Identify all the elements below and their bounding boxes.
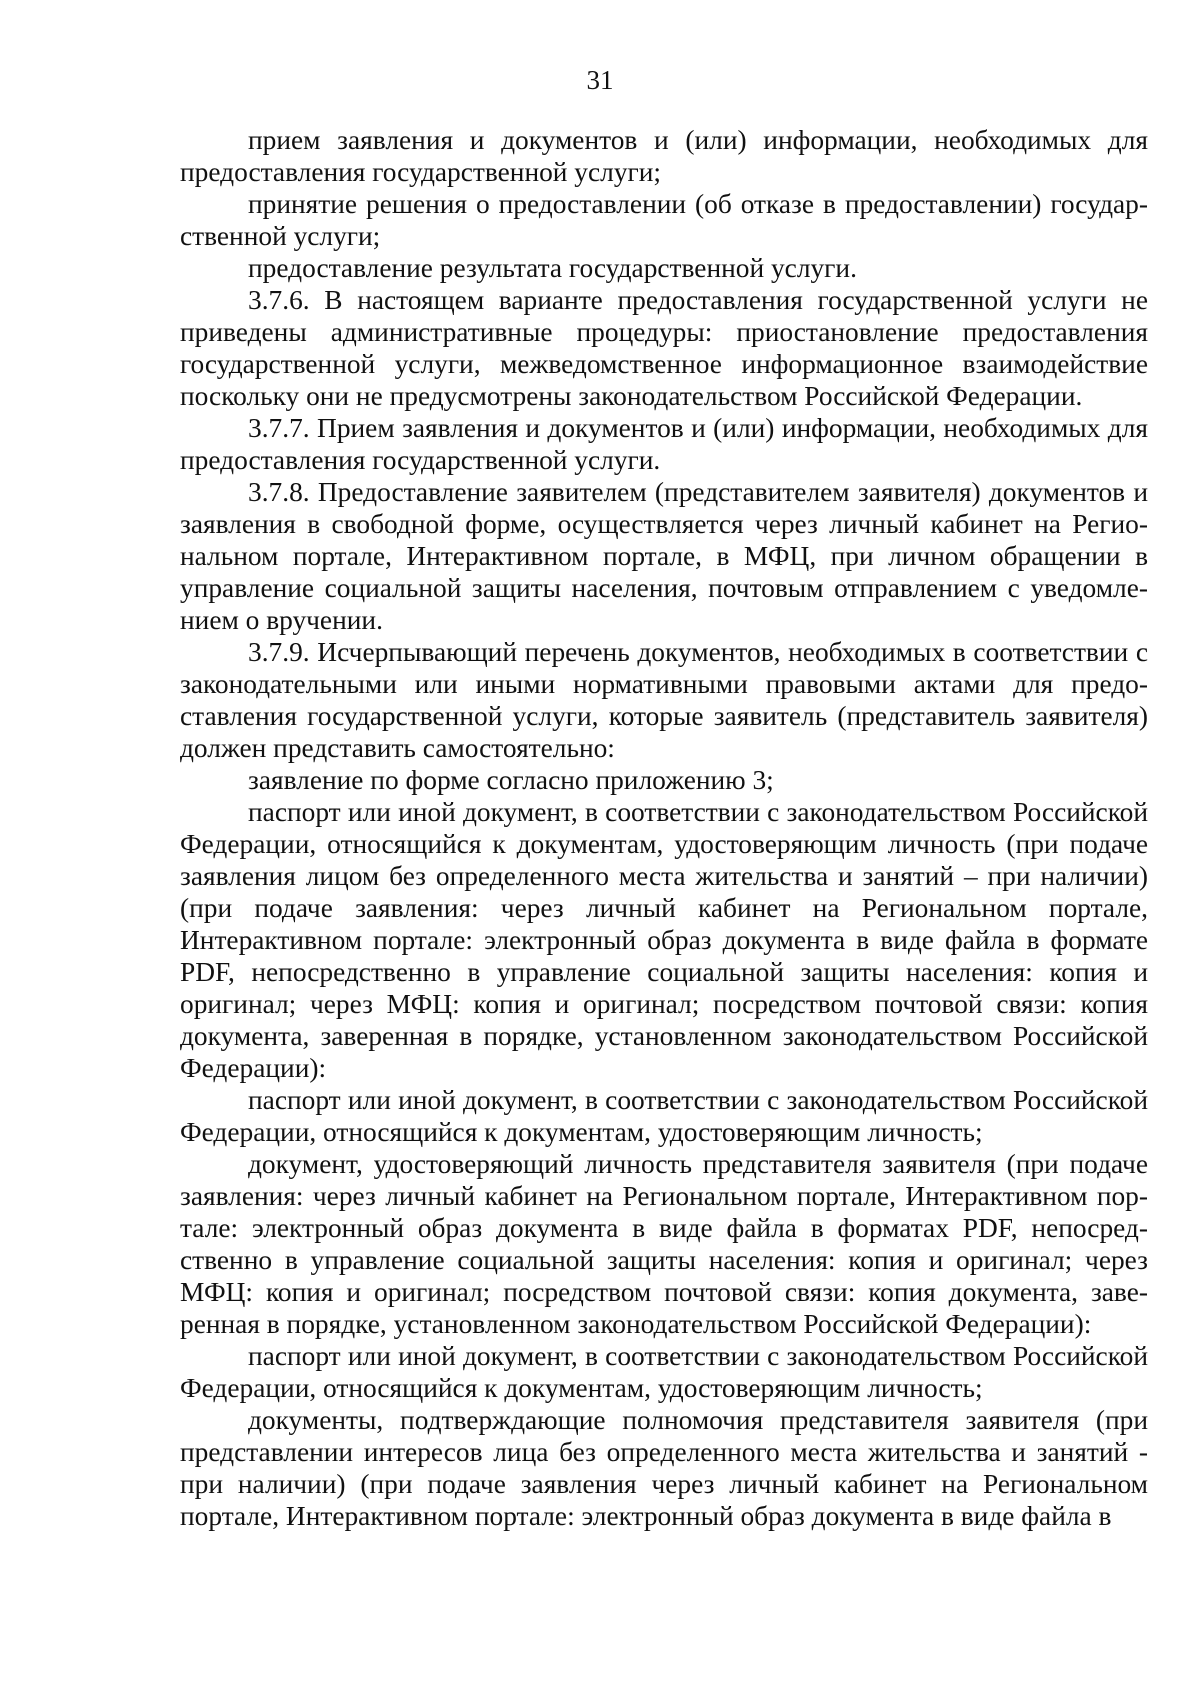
paragraph: 3.7.9. Исчерпывающий перечень документов, необходимых в соответствии с законодательными или иными нормативными правовыми актами для предоставления государственной услуги, которые заявитель (представитель заявителя) должен представить самостоятельно: xyxy=(180,637,1148,763)
document-body xyxy=(180,124,1148,1532)
paragraph: заявление по форме согласно приложению 3; xyxy=(248,765,774,795)
paragraph: 3.7.8. Предоставление заявителем (представителем заявителя) документов и заявления в свободной форме, осуществляется через личный кабинет на Региональном портале, Интерактивном портале, в МФЦ, при личном обращении в управление социальной защиты населения, почтовым отправлением с уведомлением о вручении. xyxy=(180,477,1148,635)
paragraph: 3.7.7. Прием заявления и документов и (или) информации, необходимых для предоставления государственной услуги. xyxy=(180,413,1148,475)
paragraph: документы, подтверждающие полномочия представителя заявителя (при представлении интересов лица без определенного места жительства и занятий - при наличии) (при подаче заявления через личный кабинет на Региональном портале, Интерактивном портале: электронный образ документа в виде файла в xyxy=(180,1405,1148,1531)
paragraph: прием заявления и документов и (или) информации, необходимых для предоставления государственной услуги; xyxy=(180,125,1148,187)
paragraph: паспорт или иной документ, в соответствии с законодательством Российской Федерации, относящийся к документам, удостоверяющим личность (при подаче заявления лицом без определенного места жительства и занятий – при наличии) (при подаче заявления: через личный кабинет на Региональном портале, Интерактивном портале: электронный образ документа в виде файла в формате PDF, непосредственно в управление социальной защиты населения: копия и оригинал; через МФЦ: копия и оригинал; посредством почтовой связи: копия документа, заверенная в порядке, установленном законодательством Российской Федерации): xyxy=(180,797,1148,1083)
paragraph: предоставление результата государственной услуги. xyxy=(248,253,857,283)
paragraph: 3.7.6. В настоящем варианте предоставления государственной услуги не приведены административные процедуры: приостановление предоставления государственной услуги, межведомственное информационное взаимодействие поскольку они не предусмотрены законодательством Российской Федерации. xyxy=(180,285,1148,411)
page-number: 31 xyxy=(586,65,614,95)
paragraph: принятие решения о предоставлении (об отказе в предоставлении) государственной услуги; xyxy=(180,189,1148,251)
paragraph: паспорт или иной документ, в соответствии с законодательством Российской Федерации, относящийся к документам, удостоверяющим личность; xyxy=(180,1085,1148,1147)
paragraph: документ, удостоверяющий личность представителя заявителя (при подаче заявления: через личный кабинет на Региональном портале, Интерактивном портале: электронный образ документа в виде файла в форматах PDF, непосредственно в управление социальной защиты населения: копия и оригинал; через МФЦ: копия и оригинал; посредством почтовой связи: копия документа, заверенная в порядке, установленном законодательством Российской Федерации): xyxy=(180,1149,1148,1339)
paragraph: паспорт или иной документ, в соответствии с законодательством Российской Федерации, относящийся к документам, удостоверяющим личность; xyxy=(180,1341,1148,1403)
